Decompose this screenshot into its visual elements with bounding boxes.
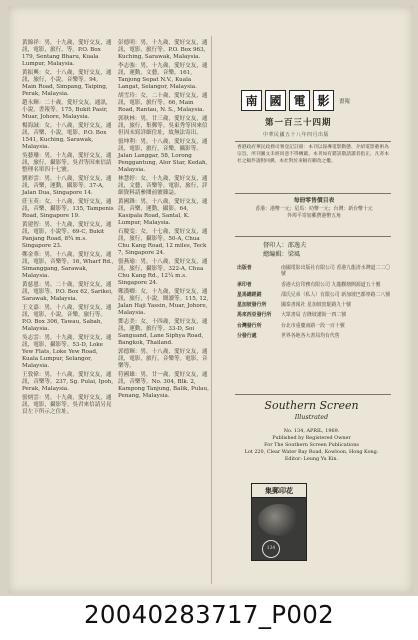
issue-number: 第一百三十四期 (265, 118, 332, 128)
penpal-entry: 符國雄：男，廿一歲，愛好交友，通訊，音樂等。No. 304, Blk. 2, Kampong Tanjung, Balik, Pulau, Penang, Malaysia. (118, 372, 209, 399)
price-list-line: 香港：港幣一元；星馬：叻幣一元；台灣：新台幣十元 (255, 206, 373, 212)
penpal-entry: 張燕瑜：男，十八歲，愛好交友，通訊，旅行，攝影等。322-A, Chua Chu Kang Rd., 12¼ m.s. Singapore 24. (118, 259, 208, 286)
stamp-number: 134 (262, 540, 280, 558)
divider (235, 236, 391, 237)
penpal-entry: 黃國鋒：男，十八歲，愛好交友，通訊，音樂，運動，攝影。64, Kasipala Road, Santal, K. Lumpur, Malaysia. (118, 199, 208, 226)
masthead-side-label: 畫報 (339, 98, 351, 105)
info-value: 南國電影出版社有限公司 香港九龍清水灣道二二〇號 (281, 265, 391, 278)
english-line: Lot 220, Clear Water Bay Road, Kowloon, Hong Kong. (244, 449, 379, 455)
penpal-entry: 鄭金華：男，十八歲，愛好交友，通訊，電影，音樂等。16, Wharf Rd., Simanggang, Sarawak, Malaysia. (22, 252, 114, 279)
penpal-entry: 鄧志美：女，十四歲，愛好交友，通訊，運動，旅行等。33-D, Soi Sanguand, Lane Siphya Road, Bangkok, Thailand. (118, 319, 208, 346)
info-value: 大眾書局 吉隆坡諧街一四二號 (281, 312, 347, 319)
penpal-entry: 林慧婷：女，十九歲，愛好交友，通訊，文藝，音樂等。電影，旅行，詳細資料請參閱前號雜誌。 (118, 176, 208, 196)
info-key: 馬來西亞發行所 (237, 312, 272, 319)
penpal-entry: 王敦偉：男，十八歲，愛好交友，通訊，音樂等。237, Sg. Pulai, Ipoh, Perak, Malaysia. (22, 372, 114, 392)
penpal-entry: 張炳雲：男，十九歲，愛好交友，通訊，電影，攝影等。吳君來信請另見頁左下所示之住址。 (22, 395, 112, 416)
divider (235, 141, 391, 142)
info-row (237, 312, 393, 318)
masthead-panel (223, 68, 400, 588)
issue-date: 中華民國五十八年四月出版 (263, 132, 330, 138)
english-subtitle: Illustrated (294, 414, 329, 421)
info-row (237, 302, 393, 308)
english-title: Southern Screen (264, 399, 359, 412)
info-row (237, 333, 393, 339)
english-line: Published by Registered Owner (272, 435, 351, 441)
column-divider (211, 36, 212, 584)
penpal-entry: 鄭漢卿：女，十九歲，愛好交友，通訊，旅行，小說，閱讀等。115, 12, Jalan Haji Yassin, Muar, Johore, Malaysia. (118, 289, 209, 316)
info-value: 國泰書報社 星加坡密駝路九十號 (281, 302, 352, 309)
info-key: 星馬總經銷 (237, 291, 262, 298)
price-list-line: 外埠平寄加郵費港幣五角 (287, 213, 341, 219)
penpal-entry: 胡雪玲：女，二十歲，愛好交友，通訊，電影，旅行等。66, Main Road, Rantau, N. S., Malaysia. (118, 93, 208, 113)
info-row (237, 265, 393, 278)
english-line: Editor: Leung Yu Kin. (284, 456, 339, 462)
penpal-entry: 郭秋林：男，廿三歲，愛好交友，通訊，旅行，集郵等。吳東秀等因來信但因未寫詳細住址，故無法寄出。 (118, 116, 208, 136)
price-list (241, 198, 387, 220)
divider (235, 193, 391, 194)
penpal-entry: 郭德輝：男，十八歲，愛好交友，通訊，電影，旅行，音樂等。電影，音樂等。 (118, 349, 208, 369)
magazine-page (8, 6, 413, 593)
info-row (237, 282, 393, 288)
divider (235, 394, 391, 395)
penpal-entry: 王文嘉：男，十八歲，愛好交友，通訊，電影，小說，音樂，旅行等。P.O. Box 306, Tawau, Sabah, Malaysia. (22, 305, 112, 332)
info-key: 星加坡發行所 (237, 302, 267, 309)
info-key: 台灣發行所 (237, 322, 262, 329)
collector-stamp (251, 483, 307, 561)
stamp-photo (258, 504, 300, 536)
price-list-title: 每冊零售價目表 (293, 198, 335, 204)
info-row (237, 323, 393, 329)
penpal-entry: 黃振興：女，十八歲，愛好交友，通訊，旅行，小說，音樂等。94, Main Road, Simpang, Taiping, Perak, Malaysia. (22, 69, 112, 97)
penpal-entry: 劉彩雲：男，十八歲，愛好交友，通訊，音樂，運動，攝影等。37-A, Jalan Dua, Singapore 14. (22, 176, 112, 196)
info-key: 承印者 (237, 281, 252, 288)
info-row (237, 292, 393, 298)
info-value: 世界各地各大書局均有代售 (281, 333, 340, 340)
publisher-label: 督印人：邵逸夫 (263, 242, 307, 249)
info-value: 台北市重慶南路一段一百十號 (281, 322, 345, 329)
penpal-entry: 李志強：男，十九歲，愛好交友，通訊，運動，文藝，音樂。161, Tanjong Sepat N.V., Kuala Langat, Selangor, Malaysia. (118, 63, 208, 90)
masthead-char: 電 (289, 90, 310, 111)
penpal-entry: 彭德明：男，十九歲，愛好交友，通訊，電影，旅行等。P.O. Box 963, Kuching, Sarawak, Malaysia. (118, 40, 208, 60)
english-line: No. 134, APRIL, 1969. (283, 428, 340, 434)
publisher-info (237, 265, 393, 343)
penpal-entry: 吳藝珊：男，十九歲，愛好交友，通訊，旅行，攝影等。吳君等因來信請整理名單四十七號。 (22, 153, 112, 173)
penpal-entry: 黃慈恩：男，二十歲，愛好交友，通訊，電影等。P.O. Box 62, Sarikei, Sarawak, Malaysia. (22, 282, 113, 303)
archive-caption: 20040283717_P002 (83, 600, 335, 629)
penpal-entry: 黃錦祥：男，十九歲，愛好交友，通訊，電影，旅行，等。P.O. Box 179, Sentang Bharu, Kuala Lumpur, Malaysia. (22, 40, 112, 67)
masthead-char: 南 (241, 90, 262, 111)
magazine-masthead (241, 90, 350, 111)
info-key: 出版者 (237, 265, 252, 271)
info-value: 邵氏兄弟（私人）有限公司 新加坡巴都寧路二八號 (281, 291, 391, 298)
penpal-entry: 莊玉英：女，十八歲，愛好交友，通訊，音樂，攝影等。135, Tampenis Road, Singapore 19. (22, 199, 114, 219)
penpal-entry: 趙永輝：二十歲，愛好交友，通訊，小說，書報等。175, Bukit Pasir, Muar, Johore, Malaysia. (22, 99, 112, 120)
penpal-column-1 (22, 40, 114, 419)
info-key: 分發行處 (237, 333, 257, 340)
penpal-entry: 吳志雲：男，十九歲，愛好交友，通訊，電影，攝影等。53-D, Loke Yew Flats, Loke Yew Road, Kuala Lumpur, Selangor, Malaysia. (22, 335, 112, 369)
penpal-column-2 (118, 40, 210, 402)
staff-credits (263, 241, 306, 259)
penpal-entry: 石慶雯：女，十七歲，愛好交友，通訊，旅行，攝影等。50-A, Chua Chu Kang Road, 12 miles, Teck 7, Singapore 24. (118, 229, 208, 256)
penpal-entry: 黃建智：男，十九歲，愛好交友，通訊，電影，小說等。69-C, Bukit Panjang Road, 8¾ m.s. Singapore 23. (22, 222, 112, 249)
publication-notice: 香港政府華民政務司署登記註冊：本刊以報導電影動態、介紹電影藝術為宗旨。所刊圖文未經同意不得轉載。本刊如有錯誤敬請讀者指正，凡寄本社之稿件請附回郵，本社對於來稿有刪改之權。 (237, 145, 389, 164)
english-line: For The Southern Screen Publications (264, 442, 359, 448)
masthead-char: 影 (313, 90, 334, 111)
masthead-char: 國 (265, 90, 286, 111)
stamp-label: 集郵印花 (252, 484, 306, 498)
penpal-entry: 張坤利：男，十八歲，愛好交友，通訊，電影，旅行，音樂，攝影等。Jalan Langgar, 58, Lorong Penggantung, Alor Star, Kedah, Malaysia. (118, 139, 208, 173)
penpal-entry: 楊海誠：女，十八歲，愛好交友，通訊，音樂，小說，電影。P.O. Box 1541, Kuching, Sarawak, Malaysia. (22, 123, 112, 150)
editor-label: 總編輯：梁風 (263, 251, 301, 258)
info-value: 香港大信印務有限公司 九龍觀塘開源道五十號 (281, 281, 381, 288)
